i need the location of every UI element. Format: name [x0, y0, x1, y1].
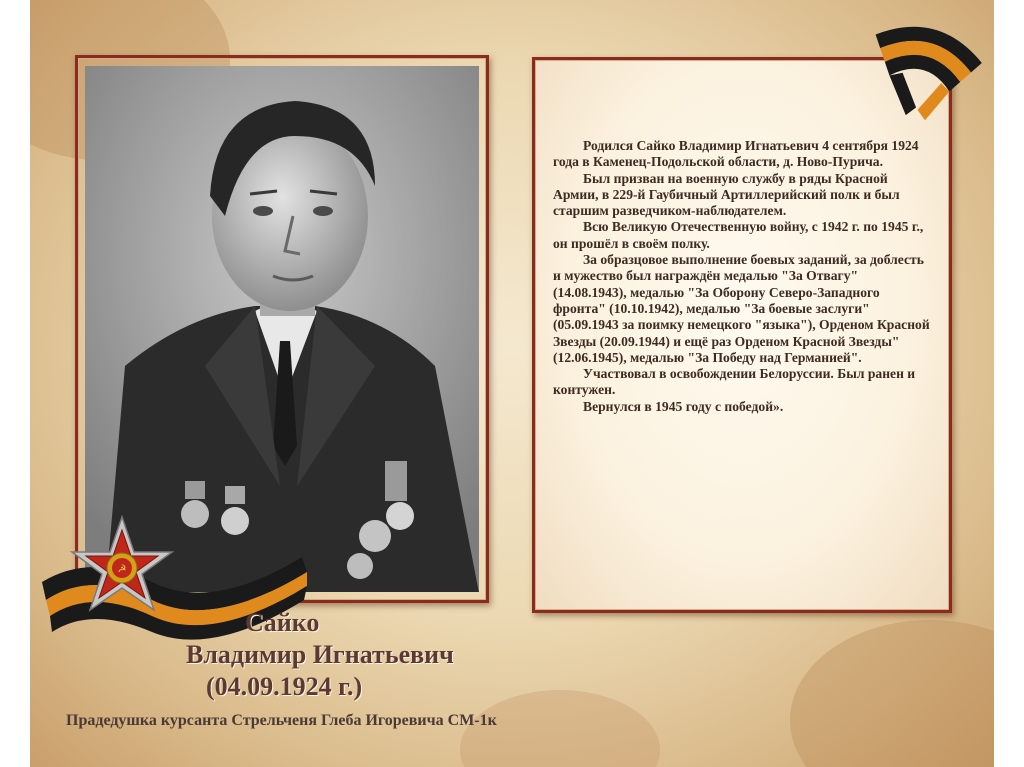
bio-paragraph: Родился Сайко Владимир Игнатьевич 4 сентября 1924 года в Каменец-Подольской области, д. Ново-Пурича. [553, 138, 919, 170]
paper-stain [790, 620, 994, 767]
bio-paragraph: Был призван на военную службу в ряды Красной Армии, в 229-й Гаубичный Артиллерийский полк и был старшим разведчиком-наблюдателем. [553, 170, 900, 219]
bio-paragraph: Вернулся в 1945 году с победой». [583, 398, 784, 414]
hero-first-patronymic: Владимир Игнатьевич [186, 640, 454, 669]
biography-frame [532, 57, 952, 613]
hero-surname: Сайко [245, 608, 320, 637]
memorial-poster [30, 0, 994, 767]
biography-text [553, 138, 933, 415]
hammer-sickle-icon: ☭ [117, 564, 127, 575]
bio-paragraph: За образцовое выполнение боевых заданий, за доблесть и мужество был награждён медалью "За Отвагу" (14.08.1943), медалью "За Оборону Северо-Западного фронта" (10.10.1942), медалью "За боевые заслуги" (05.09.1943 за поимку немецкого "языка"), Орденом Красной Звезды (20.09.1944) и ещё раз Орденом Красной Звезды"(12.06.1945), медалью "За Победу над Германией". [553, 252, 930, 365]
bio-paragraph: Участвовал в освобождении Белоруссии. Был ранен и контужен. [553, 366, 916, 398]
hero-birthdate: (04.09.1924 г.) [206, 672, 363, 701]
bio-paragraph: Всю Великую Отечественную войну, с 1942 г. по 1945 г., он прошёл в своём полку. [553, 219, 924, 251]
st-george-ribbon-icon [858, 18, 988, 123]
caption-relation: Прадедушка курсанта Стрельченя Глеба Игоревича СМ-1к [66, 712, 497, 729]
